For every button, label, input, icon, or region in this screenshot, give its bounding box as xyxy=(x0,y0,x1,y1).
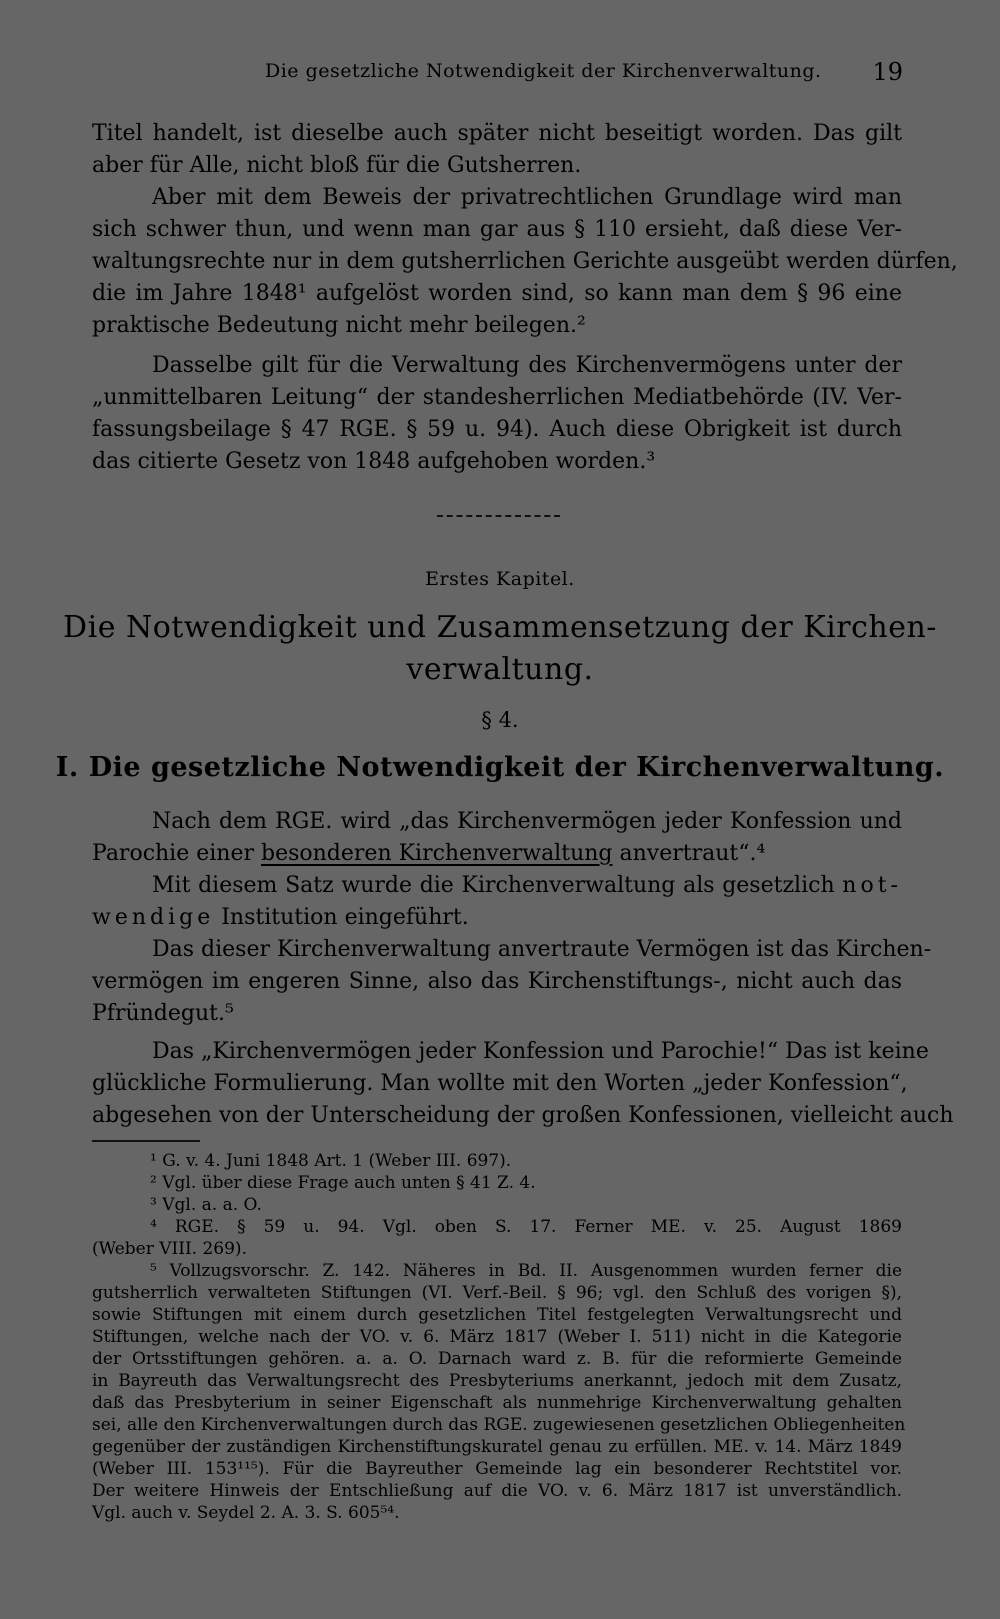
intro-line: das citierte Gesetz von 1848 aufgehoben worden.³ xyxy=(92,449,656,474)
section-heading: I. Die gesetzliche Notwendigkeit der Kirchenverwaltung. xyxy=(55,752,945,783)
underlined-phrase: besonderen Kirchenverwaltung xyxy=(261,841,613,866)
spaced-emphasis: wendige xyxy=(92,905,215,930)
footnote-line: daß das Presbyterium in seiner Eigenschaft als nunmehrige Kirchenverwaltung gehalten xyxy=(92,1393,902,1413)
main-line xyxy=(92,902,902,934)
footnote-rule xyxy=(92,1140,200,1142)
main-line: Nach dem RGE. wird „das Kirchenvermögen jeder Konfession und xyxy=(152,809,902,834)
section-number: § 4. xyxy=(481,708,519,732)
intro-line: Dasselbe gilt für die Verwaltung des Kirchenvermögens unter der xyxy=(152,353,902,378)
chapter-title-line-1: Die Notwendigkeit und Zusammensetzung der Kirchen- xyxy=(63,610,937,645)
footnote-line: Der weitere Hinweis der Entschließung auf die VO. v. 6. März 1817 ist unverständlich. xyxy=(92,1481,902,1501)
footnote-line: der Ortsstiftungen gehören. a. a. O. Darnach ward z. B. für die reformierte Gemeinde xyxy=(92,1349,902,1369)
intro-line: fassungsbeilage § 47 RGE. § 59 u. 94). Auch diese Obrigkeit ist durch xyxy=(92,417,902,442)
running-header: Die gesetzliche Notwendigkeit der Kirchenverwaltung. xyxy=(265,60,822,82)
main-line: Das dieser Kirchenverwaltung anvertraute Vermögen ist das Kirchen- xyxy=(152,937,932,962)
footnote-line: (Weber III. 153¹¹⁵). Für die Bayreuther Gemeinde lag ein besonderer Rechtstitel vor. xyxy=(92,1459,902,1479)
text-span: anvertraut“.⁴ xyxy=(612,841,766,866)
footnote-line: Stiftungen, welche nach der VO. v. 6. März 1817 (Weber I. 511) nicht in die Kategorie xyxy=(92,1327,902,1347)
main-line xyxy=(92,838,902,870)
footnote-line: gutsherrlich verwalteten Stiftungen (VI. Verf.-Beil. § 96; vgl. den Schluß des vorigen §), xyxy=(92,1283,902,1303)
chapter-title-line-2: verwaltung. xyxy=(406,652,594,687)
spaced-emphasis: not- xyxy=(842,873,902,898)
main-line: abgesehen von der Unterscheidung der großen Konfessionen, vielleicht auch xyxy=(92,1103,954,1128)
text-span: Parochie einer xyxy=(92,841,261,866)
text-span: Institution eingeführt. xyxy=(214,905,469,930)
main-line: glückliche Formulierung. Man wollte mit den Worten „jeder Konfession“, xyxy=(92,1071,908,1096)
main-line: vermögen im engeren Sinne, also das Kirchenstiftungs-, nicht auch das xyxy=(92,969,902,994)
footnote-line: sowie Stiftungen mit einem durch gesetzlichen Titel festgelegten Verwaltungsrecht und xyxy=(92,1305,902,1325)
footnote-line: gegenüber der zuständigen Kirchenstiftungskuratel genau zu erfüllen. ME. v. 14. März 1849 xyxy=(92,1437,902,1457)
main-line: Pfründegut.⁵ xyxy=(92,1001,234,1026)
footnote-line: in Bayreuth das Verwaltungsrecht des Presbyteriums anerkannt, jedoch mit dem Zusatz, xyxy=(92,1371,902,1391)
section-divider xyxy=(437,515,560,517)
footnote-line: ¹ G. v. 4. Juni 1848 Art. 1 (Weber III. 697). xyxy=(150,1151,512,1171)
footnote-line: ⁵ Vollzugsvorschr. Z. 142. Näheres in Bd. II. Ausgenommen wurden ferner die xyxy=(150,1261,902,1281)
main-line xyxy=(152,870,902,902)
footnote-line: Vgl. auch v. Seydel 2. A. 3. S. 605⁵⁴. xyxy=(92,1503,400,1523)
footnote-line: sei, alle den Kirchenverwaltungen durch das RGE. zugewiesenen gesetzlichen Obliegenheiten xyxy=(92,1415,906,1435)
chapter-label: Erstes Kapitel. xyxy=(425,568,575,590)
footnote-line: ² Vgl. über diese Frage auch unten § 41 Z. 4. xyxy=(150,1173,536,1193)
intro-line: Titel handelt, ist dieselbe auch später nicht beseitigt worden. Das gilt xyxy=(92,121,902,146)
text-span: Mit diesem Satz wurde die Kirchenverwaltung als gesetzlich xyxy=(152,873,843,898)
intro-line: aber für Alle, nicht bloß für die Gutsherren. xyxy=(92,153,582,178)
footnote-line: ³ Vgl. a. a. O. xyxy=(150,1195,262,1215)
footnote-line: (Weber VIII. 269). xyxy=(92,1239,247,1259)
intro-line: sich schwer thun, und wenn man gar aus § 110 ersieht, daß diese Ver- xyxy=(92,217,902,242)
intro-line: die im Jahre 1848¹ aufgelöst worden sind, so kann man dem § 96 eine xyxy=(92,281,902,306)
intro-line: Aber mit dem Beweis der privatrechtlichen Grundlage wird man xyxy=(152,185,902,210)
intro-line: praktische Bedeutung nicht mehr beilegen.² xyxy=(92,313,586,338)
intro-line: waltungsrechte nur in dem gutsherrlichen Gerichte ausgeübt werden dürfen, xyxy=(92,249,958,274)
main-line: Das „Kirchenvermögen jeder Konfession und Parochie!“ Das ist keine xyxy=(152,1039,929,1064)
footnote-line: ⁴ RGE. § 59 u. 94. Vgl. oben S. 17. Ferner ME. v. 25. August 1869 xyxy=(150,1217,902,1237)
intro-line: „unmittelbaren Leitung“ der standesherrlichen Mediatbehörde (IV. Ver- xyxy=(92,385,902,410)
page-number: 19 xyxy=(872,58,903,86)
